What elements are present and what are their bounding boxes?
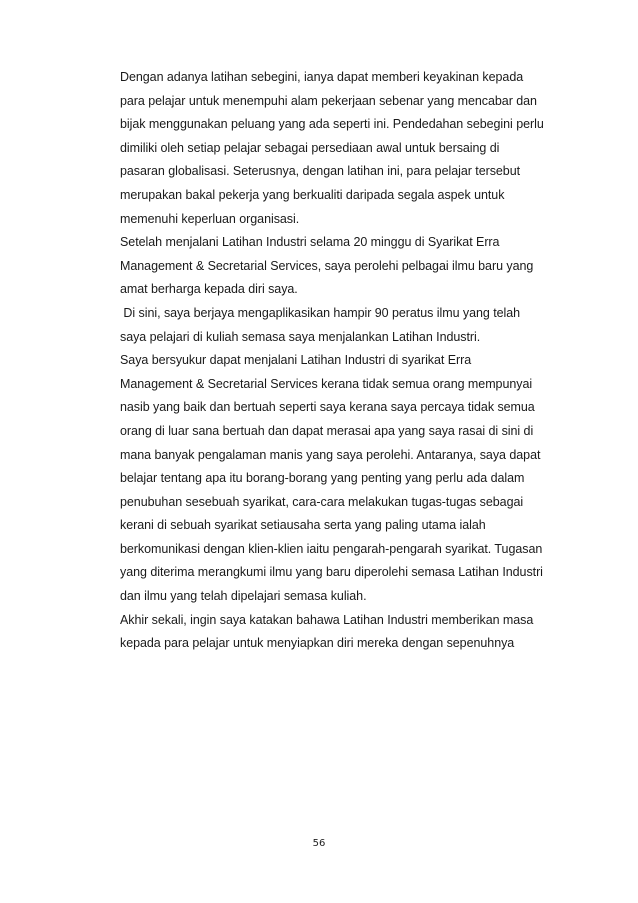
text-line: Management & Secretarial Services, saya perolehi pelbagai ilmu baru yang <box>120 258 534 273</box>
text-line: penubuhan sesebuah syarikat, cara-cara melakukan tugas-tugas sebagai <box>120 494 524 509</box>
text-line: orang di luar sana bertuah dan dapat merasai apa yang saya rasai di sini di <box>120 423 534 438</box>
text-line: Akhir sekali, ingin saya katakan bahawa Latihan Industri memberikan masa <box>120 612 534 627</box>
text-line: bijak menggunakan peluang yang ada seperti ini. Pendedahan sebegini perlu <box>120 117 544 132</box>
text-line: dan ilmu yang telah dipelajari semasa kuliah. <box>120 589 367 604</box>
body-text <box>120 66 570 656</box>
text-line: Setelah menjalani Latihan Industri selama 20 minggu di Syarikat Erra <box>120 235 500 250</box>
text-line: saya pelajari di kuliah semasa saya menjalankan Latihan Industri. <box>120 329 481 344</box>
text-line: Saya bersyukur dapat menjalani Latihan Industri di syarikat Erra <box>120 353 472 368</box>
text-line: yang diterima merangkumi ilmu yang baru diperolehi semasa Latihan Industri <box>120 565 543 580</box>
text-line: berkomunikasi dengan klien-klien iaitu pengarah-pengarah syarikat. Tugasan <box>120 541 543 556</box>
text-line: memenuhi keperluan organisasi. <box>120 211 300 226</box>
text-line: Dengan adanya latihan sebegini, ianya dapat memberi keyakinan kepada <box>120 70 524 84</box>
text-line: kepada para pelajar untuk menyiapkan diri mereka dengan sepenuhnya <box>120 636 515 651</box>
text-line: belajar tentang apa itu borang-borang yang penting yang perlu ada dalam <box>120 471 525 486</box>
text-line: dimiliki oleh setiap pelajar sebagai persediaan awal untuk bersaing di <box>120 140 500 155</box>
text-line: amat berharga kepada diri saya. <box>120 282 298 297</box>
text-line: Di sini, saya berjaya mengaplikasikan hampir 90 peratus ilmu yang telah <box>120 305 521 320</box>
page-number: 56 <box>312 838 326 849</box>
text-line: pasaran globalisasi. Seterusnya, dengan latihan ini, para pelajar tersebut <box>120 164 521 179</box>
text-line: Management & Secretarial Services kerana tidak semua orang mempunyai <box>120 376 533 391</box>
text-line: para pelajar untuk menempuhi alam pekerjaan sebenar yang mencabar dan <box>120 93 537 108</box>
text-line: mana banyak pengalaman manis yang saya perolehi. Antaranya, saya dapat <box>120 447 541 462</box>
text-line: merupakan bakal pekerja yang berkualiti daripada segala aspek untuk <box>120 187 505 202</box>
text-line: nasib yang baik dan bertuah seperti saya kerana saya percaya tidak semua <box>120 400 535 415</box>
text-line: kerani di sebuah syarikat setiausaha serta yang paling utama ialah <box>120 518 486 533</box>
